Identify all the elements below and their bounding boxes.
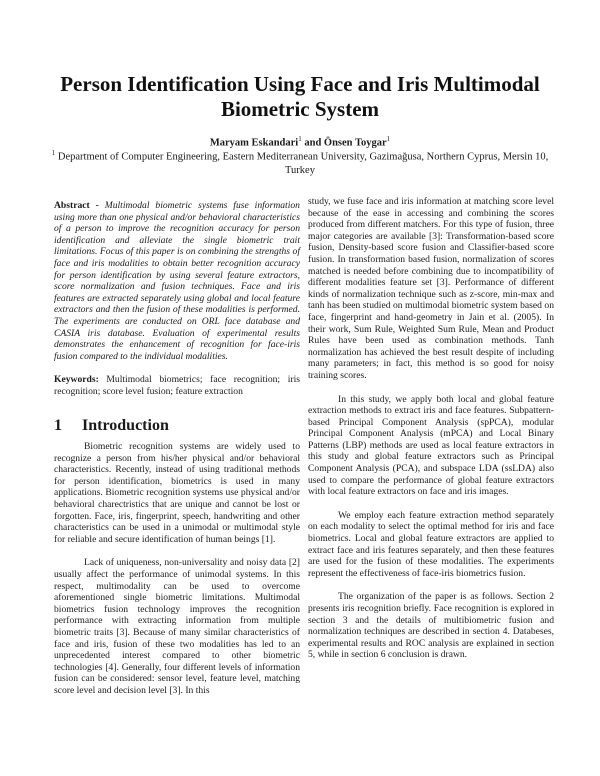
- keywords: [54, 374, 300, 397]
- title-line-1: Person Identification Using Face and Iris Multimodal: [60, 72, 540, 96]
- intro-paragraph-2: Lack of uniqueness, non-universality and noisy data [2] usually affect the performance of unimodal systems. In this respect, multimodality can be used to overcome aforementioned single biometric limitations. Multimodal biometrics fusion technology improves the recognition performance with extracting information from multiple biometric traits [3]. Because of many similar characteristics of face and iris, fusion of these two modalities has led to an unprecedented interest compared to other biometric technologies [4]. Generally, four different levels of information fusion can be considered: sensor level, feature level, matching score level and decision level [3]. In this: [54, 557, 300, 696]
- intro-paragraph-4: We employ each feature extraction method separately on each modality to select the optimal method for iris and face biometrics. Local and global feature extractors are applied to extract face and iris features separately, and then these features are used for the fusion of these modalities. The experiments represent the effectiveness of face-iris biometrics fusion.: [308, 509, 554, 579]
- author-1: Maryam Eskandari: [209, 137, 299, 149]
- keywords-text: Multimodal biometrics; face recognition; iris recognition; score level fusion; feature extraction: [54, 374, 300, 397]
- intro-paragraph-2-continued: study, we fuse face and iris information at matching score level because of the ease in accessing and combining the scores produced from different matchers. For this type of fusion, three major categories are available [3]: Transformation-based score fusion, Density-based score fusion and Classifier-based score fusion. In transformation based fusion, normalization of scores matched is needed before combining due to incompatibility of different modalities feature set [3]. Performance of different kinds of normalization technique such as z-score, min-max and tanh has been studied on multimodal biometric system based on face, fingerprint and hand-geometry in Jain et al. (2005). In their work, Sum Rule, Weighted Sum Rule, Mean and Product Rules have been used as combination methods. Tanh normalization has achieved the best result despite of including many parameters; in fact, this method is so good for noisy training scores.: [308, 196, 554, 381]
- section-title: Introduction: [82, 416, 169, 434]
- affiliation-mark: 1: [51, 149, 56, 157]
- keywords-label: Keywords:: [54, 374, 99, 386]
- author-2-affiliation-mark: 1: [386, 135, 391, 143]
- author-1-affiliation-mark: 1: [298, 135, 302, 143]
- affiliation-text: Department of Computer Engineering, Eastern Mediterranean University, Gazimağusa, Northern Cyprus, Mersin 10, Turkey: [55, 151, 549, 176]
- intro-paragraph-5: The organization of the paper is as follows. Section 2 presents iris recognition briefly. Face recognition is explored in section 3 and the details of multibiometric fusion and normalization techniques are described in section 4. Databeses, experimental results and ROC analysis are explained in section 5, while in section 6 conclusion is drawn.: [308, 591, 554, 661]
- right-column: [308, 196, 554, 661]
- paper-title: [0, 72, 600, 122]
- abstract-text: Multimodal biometric systems fuse information using more than one physical and/or behavioral characteristics of a person to improve the recognition accuracy for person identification and alleviate the single biometric trait limitations. Focus of this paper is on combining the strengths of face and iris modalities to obtain better recognition accuracy for person identification by using several feature extractors, score normalization and fusion techniques. Face and iris features are extracted separately using global and local feature extractors and then the fusion of these modalities is performed. The experiments are conducted on ORL face database and CASIA iris database. Evaluation of experimental results demonstrates the enhancement of recognition for face-iris fusion compared to the individual modalities.: [54, 200, 300, 362]
- affiliation: [40, 147, 560, 177]
- title-line-2: Biometric System: [220, 97, 380, 121]
- abstract: [54, 200, 300, 362]
- intro-paragraph-3: In this study, we apply both local and global feature extraction methods to extract iris and face features. Subpattern-based Principal Component Analysis (spPCA), modular Principal Component Analysis (mPCA) and Local Binary Patterns (LBP) methods are used as local feature extractors in this study and global feature extractors such as Principal Component Analysis (PCA), and subspace LDA (ssLDA) also used to compare the performance of global feature extractors with local feature extractors on face and iris images.: [308, 393, 554, 498]
- author-conjunction: and: [301, 137, 324, 149]
- section-heading-introduction: [54, 416, 300, 434]
- abstract-label: Abstract -: [54, 200, 105, 211]
- left-column: [54, 200, 300, 697]
- section-number: 1: [54, 416, 62, 434]
- intro-paragraph-1: Biometric recognition systems are widely used to recognize a person from his/her physical and/or behavioral characteristics. Recently, instead of using traditional methods for person identification, biometrics is used in many applications. Biometric recognition systems use physical and/or behavioral charectristics that are unique and cannot be lost or forgotten. Face, iris, fingerprint, speech, handwriting and other characteristics can be used in a unimodal or multimodal style for reliable and secure identification of human beings [1].: [54, 441, 300, 545]
- author-2: Önsen Toygar: [323, 137, 387, 149]
